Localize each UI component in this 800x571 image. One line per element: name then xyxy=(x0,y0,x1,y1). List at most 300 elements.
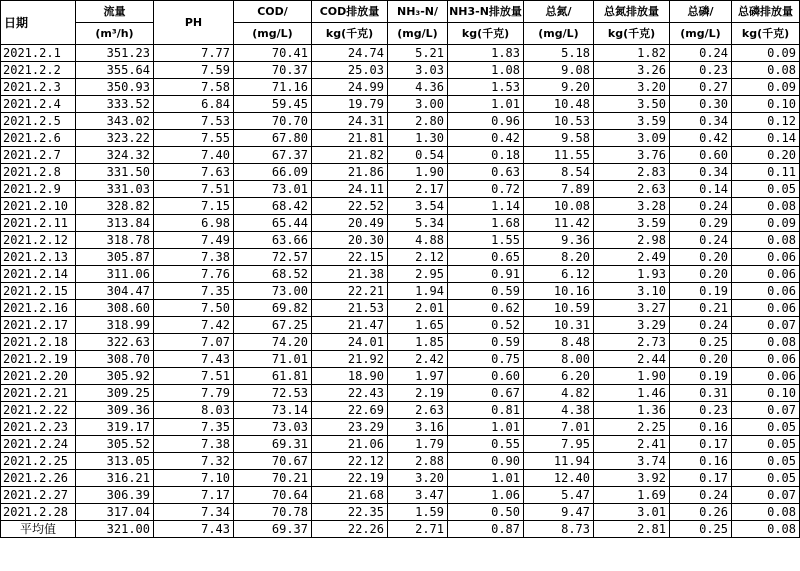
cell-tn-emission: 2.98 xyxy=(594,232,670,249)
cell-tn-emission: 3.26 xyxy=(594,62,670,79)
cell-nh3-emission: 1.08 xyxy=(448,62,524,79)
average-ph: 7.43 xyxy=(154,521,234,538)
cell-ph: 7.34 xyxy=(154,504,234,521)
cell-tn: 6.20 xyxy=(524,368,594,385)
cell-nh3-emission: 0.42 xyxy=(448,130,524,147)
cell-cod-emission: 22.35 xyxy=(312,504,388,521)
cell-tp-emission: 0.06 xyxy=(732,368,800,385)
cell-cod: 73.00 xyxy=(234,283,312,300)
cell-nh3: 3.03 xyxy=(388,62,448,79)
cell-tn-emission: 3.92 xyxy=(594,470,670,487)
cell-tp-emission: 0.06 xyxy=(732,283,800,300)
header-tn-unit: (mg/L) xyxy=(524,23,594,45)
cell-flow: 308.70 xyxy=(76,351,154,368)
cell-tp-emission: 0.07 xyxy=(732,487,800,504)
cell-cod-emission: 22.43 xyxy=(312,385,388,402)
cell-nh3: 1.65 xyxy=(388,317,448,334)
cell-date: 2021.2.27 xyxy=(1,487,76,504)
cell-date: 2021.2.13 xyxy=(1,249,76,266)
cell-tp: 0.17 xyxy=(670,436,732,453)
cell-tp-emission: 0.08 xyxy=(732,504,800,521)
cell-tn: 10.31 xyxy=(524,317,594,334)
cell-tp-emission: 0.08 xyxy=(732,334,800,351)
cell-nh3-emission: 0.90 xyxy=(448,453,524,470)
table-row xyxy=(1,181,800,198)
cell-tn-emission: 1.69 xyxy=(594,487,670,504)
cell-ph: 7.79 xyxy=(154,385,234,402)
cell-ph: 7.38 xyxy=(154,249,234,266)
cell-flow: 309.25 xyxy=(76,385,154,402)
cell-tp-emission: 0.09 xyxy=(732,45,800,62)
cell-cod-emission: 24.01 xyxy=(312,334,388,351)
table-row xyxy=(1,215,800,232)
cell-date: 2021.2.16 xyxy=(1,300,76,317)
header-nh3-emission: NH3-N排放量 xyxy=(448,1,524,23)
cell-flow: 318.78 xyxy=(76,232,154,249)
cell-flow: 309.36 xyxy=(76,402,154,419)
cell-date: 2021.2.22 xyxy=(1,402,76,419)
cell-tp: 0.34 xyxy=(670,164,732,181)
cell-nh3: 1.97 xyxy=(388,368,448,385)
cell-tn: 11.55 xyxy=(524,147,594,164)
cell-ph: 7.77 xyxy=(154,45,234,62)
cell-date: 2021.2.3 xyxy=(1,79,76,96)
cell-cod: 73.01 xyxy=(234,181,312,198)
cell-tn-emission: 3.74 xyxy=(594,453,670,470)
average-tp: 0.25 xyxy=(670,521,732,538)
cell-tn: 11.42 xyxy=(524,215,594,232)
cell-tp: 0.25 xyxy=(670,334,732,351)
cell-tn: 7.01 xyxy=(524,419,594,436)
cell-nh3: 2.63 xyxy=(388,402,448,419)
table-row xyxy=(1,300,800,317)
cell-cod-emission: 22.19 xyxy=(312,470,388,487)
cell-cod: 70.41 xyxy=(234,45,312,62)
cell-tn-emission: 2.63 xyxy=(594,181,670,198)
cell-nh3: 4.36 xyxy=(388,79,448,96)
cell-tp-emission: 0.09 xyxy=(732,215,800,232)
cell-nh3: 2.95 xyxy=(388,266,448,283)
cell-nh3-emission: 0.81 xyxy=(448,402,524,419)
table-row xyxy=(1,317,800,334)
table-row xyxy=(1,368,800,385)
cell-nh3-emission: 0.67 xyxy=(448,385,524,402)
cell-tn: 9.36 xyxy=(524,232,594,249)
cell-nh3: 2.88 xyxy=(388,453,448,470)
cell-nh3: 5.34 xyxy=(388,215,448,232)
cell-cod-emission: 24.74 xyxy=(312,45,388,62)
cell-tn-emission: 3.59 xyxy=(594,113,670,130)
cell-cod-emission: 20.49 xyxy=(312,215,388,232)
cell-date: 2021.2.4 xyxy=(1,96,76,113)
cell-cod-emission: 21.06 xyxy=(312,436,388,453)
table-row xyxy=(1,147,800,164)
cell-cod: 68.42 xyxy=(234,198,312,215)
cell-tn-emission: 3.59 xyxy=(594,215,670,232)
cell-nh3: 1.85 xyxy=(388,334,448,351)
cell-nh3-emission: 0.63 xyxy=(448,164,524,181)
cell-cod-emission: 25.03 xyxy=(312,62,388,79)
cell-tp-emission: 0.08 xyxy=(732,62,800,79)
cell-flow: 305.92 xyxy=(76,368,154,385)
cell-tp: 0.30 xyxy=(670,96,732,113)
cell-nh3: 3.16 xyxy=(388,419,448,436)
cell-cod: 72.57 xyxy=(234,249,312,266)
cell-nh3-emission: 0.72 xyxy=(448,181,524,198)
cell-date: 2021.2.19 xyxy=(1,351,76,368)
cell-cod: 68.52 xyxy=(234,266,312,283)
cell-nh3-emission: 0.59 xyxy=(448,283,524,300)
cell-tp-emission: 0.20 xyxy=(732,147,800,164)
cell-flow: 313.05 xyxy=(76,453,154,470)
cell-cod-emission: 20.30 xyxy=(312,232,388,249)
cell-nh3: 1.30 xyxy=(388,130,448,147)
table-row xyxy=(1,419,800,436)
average-row xyxy=(1,521,800,538)
header-tn-emission: 总氮排放量 xyxy=(594,1,670,23)
cell-tp-emission: 0.12 xyxy=(732,113,800,130)
cell-cod: 59.45 xyxy=(234,96,312,113)
header-tp: 总磷/ xyxy=(670,1,732,23)
cell-tn: 5.47 xyxy=(524,487,594,504)
cell-cod: 69.82 xyxy=(234,300,312,317)
cell-nh3: 2.80 xyxy=(388,113,448,130)
cell-date: 2021.2.20 xyxy=(1,368,76,385)
cell-ph: 7.17 xyxy=(154,487,234,504)
cell-tn: 10.16 xyxy=(524,283,594,300)
cell-nh3-emission: 1.14 xyxy=(448,198,524,215)
table-row xyxy=(1,113,800,130)
table-row xyxy=(1,232,800,249)
cell-ph: 7.63 xyxy=(154,164,234,181)
cell-tn-emission: 3.50 xyxy=(594,96,670,113)
cell-cod: 70.70 xyxy=(234,113,312,130)
table-row xyxy=(1,62,800,79)
cell-flow: 351.23 xyxy=(76,45,154,62)
cell-tn: 8.00 xyxy=(524,351,594,368)
cell-flow: 317.04 xyxy=(76,504,154,521)
cell-tn-emission: 1.90 xyxy=(594,368,670,385)
cell-ph: 7.35 xyxy=(154,419,234,436)
cell-cod: 69.31 xyxy=(234,436,312,453)
table-row xyxy=(1,198,800,215)
cell-nh3: 1.59 xyxy=(388,504,448,521)
cell-tn: 10.08 xyxy=(524,198,594,215)
cell-tn: 12.40 xyxy=(524,470,594,487)
cell-cod-emission: 22.12 xyxy=(312,453,388,470)
cell-nh3-emission: 0.96 xyxy=(448,113,524,130)
cell-date: 2021.2.28 xyxy=(1,504,76,521)
cell-flow: 324.32 xyxy=(76,147,154,164)
cell-date: 2021.2.11 xyxy=(1,215,76,232)
cell-cod: 73.03 xyxy=(234,419,312,436)
cell-nh3-emission: 0.62 xyxy=(448,300,524,317)
cell-cod-emission: 24.99 xyxy=(312,79,388,96)
cell-flow: 328.82 xyxy=(76,198,154,215)
cell-cod: 66.09 xyxy=(234,164,312,181)
table-row xyxy=(1,266,800,283)
cell-tp-emission: 0.05 xyxy=(732,181,800,198)
table-row xyxy=(1,283,800,300)
cell-ph: 7.55 xyxy=(154,130,234,147)
cell-ph: 7.10 xyxy=(154,470,234,487)
cell-tp-emission: 0.09 xyxy=(732,79,800,96)
cell-tp-emission: 0.06 xyxy=(732,249,800,266)
cell-tp-emission: 0.05 xyxy=(732,419,800,436)
cell-cod-emission: 24.11 xyxy=(312,181,388,198)
average-cod-emission: 22.26 xyxy=(312,521,388,538)
cell-cod: 65.44 xyxy=(234,215,312,232)
header-cod: COD/ xyxy=(234,1,312,23)
cell-tn-emission: 3.20 xyxy=(594,79,670,96)
cell-tp: 0.29 xyxy=(670,215,732,232)
cell-tn-emission: 3.10 xyxy=(594,283,670,300)
cell-nh3: 1.94 xyxy=(388,283,448,300)
cell-nh3: 1.79 xyxy=(388,436,448,453)
cell-flow: 305.87 xyxy=(76,249,154,266)
cell-tn-emission: 1.93 xyxy=(594,266,670,283)
table-row xyxy=(1,130,800,147)
cell-flow: 305.52 xyxy=(76,436,154,453)
cell-cod-emission: 21.38 xyxy=(312,266,388,283)
cell-flow: 331.03 xyxy=(76,181,154,198)
cell-cod: 73.14 xyxy=(234,402,312,419)
average-tn-emission: 2.81 xyxy=(594,521,670,538)
table-row xyxy=(1,436,800,453)
cell-cod-emission: 21.53 xyxy=(312,300,388,317)
cell-nh3-emission: 1.01 xyxy=(448,96,524,113)
cell-nh3-emission: 1.01 xyxy=(448,470,524,487)
cell-cod: 74.20 xyxy=(234,334,312,351)
cell-tp-emission: 0.14 xyxy=(732,130,800,147)
cell-cod: 67.80 xyxy=(234,130,312,147)
cell-ph: 7.42 xyxy=(154,317,234,334)
cell-tp: 0.20 xyxy=(670,249,732,266)
cell-ph: 7.51 xyxy=(154,368,234,385)
cell-cod-emission: 21.92 xyxy=(312,351,388,368)
cell-tn-emission: 1.36 xyxy=(594,402,670,419)
cell-nh3-emission: 1.68 xyxy=(448,215,524,232)
cell-flow: 323.22 xyxy=(76,130,154,147)
cell-tn-emission: 2.73 xyxy=(594,334,670,351)
cell-date: 2021.2.2 xyxy=(1,62,76,79)
cell-nh3-emission: 0.52 xyxy=(448,317,524,334)
cell-tp-emission: 0.07 xyxy=(732,317,800,334)
cell-flow: 311.06 xyxy=(76,266,154,283)
cell-tp-emission: 0.08 xyxy=(732,198,800,215)
cell-nh3-emission: 0.91 xyxy=(448,266,524,283)
cell-tn-emission: 2.41 xyxy=(594,436,670,453)
cell-cod: 70.67 xyxy=(234,453,312,470)
cell-tp: 0.17 xyxy=(670,470,732,487)
cell-flow: 306.39 xyxy=(76,487,154,504)
header-tp-emission: 总磷排放量 xyxy=(732,1,800,23)
cell-date: 2021.2.12 xyxy=(1,232,76,249)
cell-cod: 71.16 xyxy=(234,79,312,96)
header-cod-emission: COD排放量 xyxy=(312,1,388,23)
cell-date: 2021.2.5 xyxy=(1,113,76,130)
cell-tp: 0.24 xyxy=(670,232,732,249)
cell-nh3: 3.00 xyxy=(388,96,448,113)
cell-tn-emission: 3.76 xyxy=(594,147,670,164)
cell-tn: 8.54 xyxy=(524,164,594,181)
cell-nh3: 4.88 xyxy=(388,232,448,249)
cell-cod: 72.53 xyxy=(234,385,312,402)
table-row xyxy=(1,164,800,181)
cell-date: 2021.2.14 xyxy=(1,266,76,283)
cell-ph: 7.51 xyxy=(154,181,234,198)
cell-tp-emission: 0.06 xyxy=(732,300,800,317)
cell-nh3-emission: 1.53 xyxy=(448,79,524,96)
cell-ph: 7.40 xyxy=(154,147,234,164)
cell-tp-emission: 0.11 xyxy=(732,164,800,181)
cell-flow: 331.50 xyxy=(76,164,154,181)
cell-nh3-emission: 1.55 xyxy=(448,232,524,249)
header-cod-emission-unit: kg(千克) xyxy=(312,23,388,45)
cell-tn: 9.08 xyxy=(524,62,594,79)
cell-ph: 7.58 xyxy=(154,79,234,96)
cell-tp-emission: 0.05 xyxy=(732,453,800,470)
cell-tn-emission: 1.46 xyxy=(594,385,670,402)
cell-tn: 8.48 xyxy=(524,334,594,351)
average-tp-emission: 0.08 xyxy=(732,521,800,538)
cell-nh3-emission: 0.60 xyxy=(448,368,524,385)
cell-ph: 7.53 xyxy=(154,113,234,130)
cell-nh3-emission: 0.50 xyxy=(448,504,524,521)
cell-ph: 7.15 xyxy=(154,198,234,215)
cell-tn: 9.20 xyxy=(524,79,594,96)
cell-date: 2021.2.6 xyxy=(1,130,76,147)
cell-tp: 0.24 xyxy=(670,198,732,215)
header-ph: PH xyxy=(154,1,234,45)
cell-tn: 7.95 xyxy=(524,436,594,453)
cell-tn-emission: 3.28 xyxy=(594,198,670,215)
table-row xyxy=(1,79,800,96)
cell-ph: 6.84 xyxy=(154,96,234,113)
cell-tp-emission: 0.10 xyxy=(732,96,800,113)
cell-tn-emission: 2.49 xyxy=(594,249,670,266)
cell-tp: 0.20 xyxy=(670,351,732,368)
table-row xyxy=(1,45,800,62)
cell-tp: 0.60 xyxy=(670,147,732,164)
cell-tp: 0.21 xyxy=(670,300,732,317)
cell-cod-emission: 23.29 xyxy=(312,419,388,436)
header-flow: 流量 xyxy=(76,1,154,23)
cell-date: 2021.2.18 xyxy=(1,334,76,351)
cell-date: 2021.2.15 xyxy=(1,283,76,300)
cell-nh3: 2.19 xyxy=(388,385,448,402)
cell-nh3: 0.54 xyxy=(388,147,448,164)
cell-tn: 8.20 xyxy=(524,249,594,266)
table-row xyxy=(1,504,800,521)
cell-tp: 0.23 xyxy=(670,402,732,419)
cell-tp: 0.20 xyxy=(670,266,732,283)
cell-ph: 8.03 xyxy=(154,402,234,419)
cell-flow: 333.52 xyxy=(76,96,154,113)
header-tp-unit: (mg/L) xyxy=(670,23,732,45)
cell-cod-emission: 21.82 xyxy=(312,147,388,164)
cell-nh3: 2.42 xyxy=(388,351,448,368)
cell-date: 2021.2.1 xyxy=(1,45,76,62)
average-nh3-emission: 0.87 xyxy=(448,521,524,538)
cell-nh3: 5.21 xyxy=(388,45,448,62)
cell-date: 2021.2.23 xyxy=(1,419,76,436)
cell-tn: 4.82 xyxy=(524,385,594,402)
cell-tp: 0.16 xyxy=(670,419,732,436)
table-row xyxy=(1,453,800,470)
cell-tp: 0.19 xyxy=(670,283,732,300)
cell-date: 2021.2.7 xyxy=(1,147,76,164)
cell-tn-emission: 2.25 xyxy=(594,419,670,436)
header-nh3-unit: (mg/L) xyxy=(388,23,448,45)
cell-tp: 0.19 xyxy=(670,368,732,385)
cell-flow: 313.84 xyxy=(76,215,154,232)
cell-flow: 318.99 xyxy=(76,317,154,334)
header-row-top xyxy=(1,1,800,23)
cell-nh3: 2.01 xyxy=(388,300,448,317)
cell-flow: 322.63 xyxy=(76,334,154,351)
cell-tp: 0.24 xyxy=(670,45,732,62)
cell-date: 2021.2.25 xyxy=(1,453,76,470)
header-cod-unit: (mg/L) xyxy=(234,23,312,45)
cell-tn: 11.94 xyxy=(524,453,594,470)
cell-cod-emission: 18.90 xyxy=(312,368,388,385)
cell-cod-emission: 21.68 xyxy=(312,487,388,504)
cell-ph: 7.49 xyxy=(154,232,234,249)
cell-nh3-emission: 0.55 xyxy=(448,436,524,453)
cell-date: 2021.2.26 xyxy=(1,470,76,487)
cell-tp: 0.24 xyxy=(670,317,732,334)
cell-tn: 7.89 xyxy=(524,181,594,198)
cell-date: 2021.2.9 xyxy=(1,181,76,198)
cell-tp-emission: 0.05 xyxy=(732,470,800,487)
header-tn-emission-unit: kg(千克) xyxy=(594,23,670,45)
cell-cod: 67.25 xyxy=(234,317,312,334)
cell-flow: 343.02 xyxy=(76,113,154,130)
cell-tp: 0.26 xyxy=(670,504,732,521)
cell-flow: 316.21 xyxy=(76,470,154,487)
cell-nh3-emission: 0.65 xyxy=(448,249,524,266)
cell-ph: 7.07 xyxy=(154,334,234,351)
cell-tn-emission: 3.29 xyxy=(594,317,670,334)
cell-tn-emission: 3.01 xyxy=(594,504,670,521)
cell-tp-emission: 0.06 xyxy=(732,266,800,283)
cell-tp-emission: 0.05 xyxy=(732,436,800,453)
table-header xyxy=(1,1,800,45)
cell-date: 2021.2.10 xyxy=(1,198,76,215)
table-row xyxy=(1,470,800,487)
cell-nh3: 3.54 xyxy=(388,198,448,215)
cell-cod: 70.78 xyxy=(234,504,312,521)
cell-tp: 0.31 xyxy=(670,385,732,402)
average-flow: 321.00 xyxy=(76,521,154,538)
cell-cod: 67.37 xyxy=(234,147,312,164)
cell-nh3: 2.17 xyxy=(388,181,448,198)
cell-date: 2021.2.21 xyxy=(1,385,76,402)
table-row xyxy=(1,385,800,402)
cell-tp: 0.16 xyxy=(670,453,732,470)
cell-tn: 9.47 xyxy=(524,504,594,521)
cell-cod-emission: 24.31 xyxy=(312,113,388,130)
table-body xyxy=(1,45,800,538)
header-nh3: NH₃-N/ xyxy=(388,1,448,23)
cell-tp: 0.14 xyxy=(670,181,732,198)
average-nh3: 2.71 xyxy=(388,521,448,538)
table-row xyxy=(1,96,800,113)
cell-tn: 10.59 xyxy=(524,300,594,317)
cell-nh3-emission: 0.75 xyxy=(448,351,524,368)
cell-tp: 0.23 xyxy=(670,62,732,79)
